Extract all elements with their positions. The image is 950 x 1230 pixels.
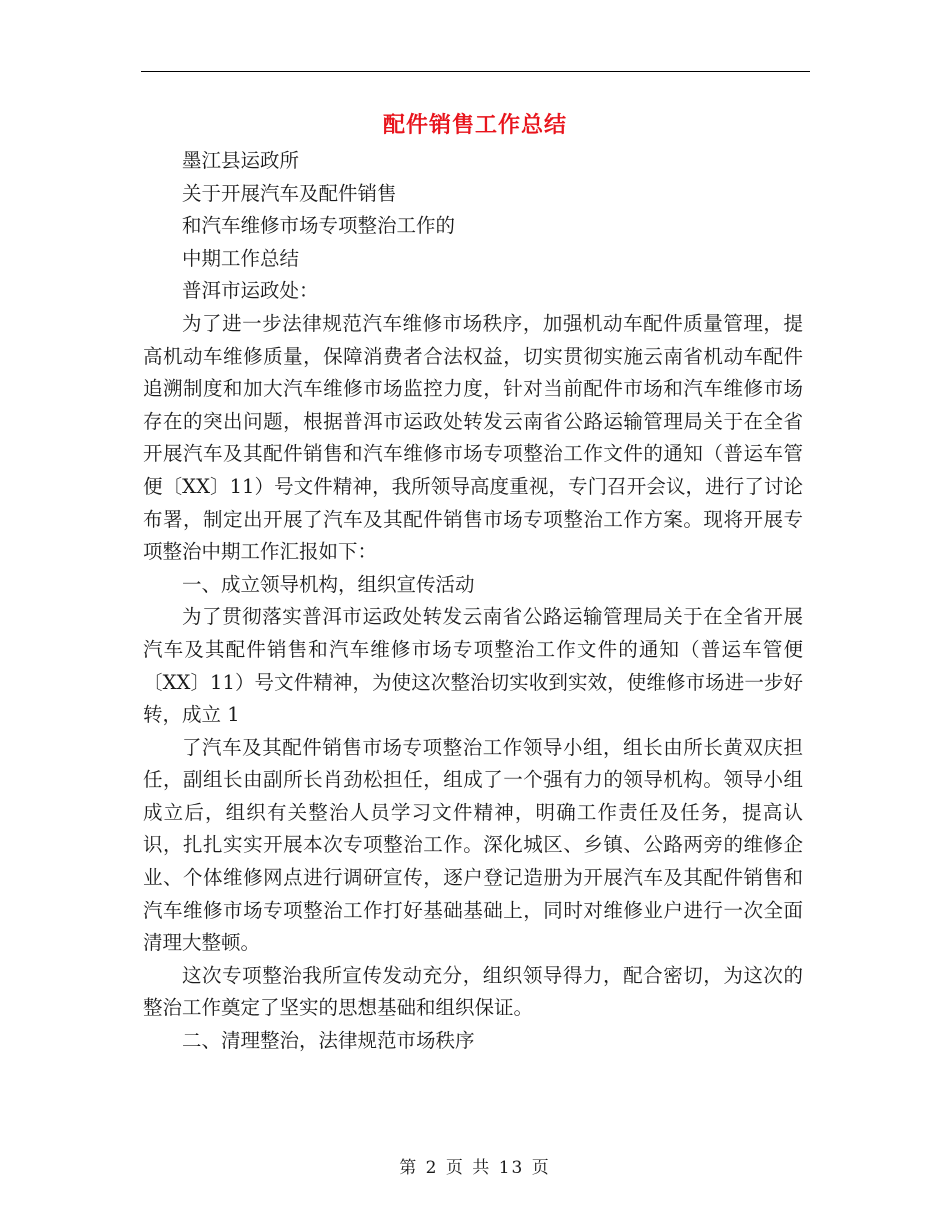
paragraph: 为了贯彻落实普洱市运政处转发云南省公路运输管理局关于在全省开展汽车及其配件销售和汽车维修市场专项整治工作文件的通知（普运车管便〔XX〕11）号文件精神，为使这次整治切实收到实效，使维修市场进一步好转，成立 1 — [143, 605, 803, 727]
paragraph: 中期工作总结 — [182, 246, 300, 270]
paragraph: 这次专项整治我所宣传发动充分，组织领导得力，配合密切，为这次的整治工作奠定了坚实的思想基础和组织保证。 — [143, 963, 803, 1020]
paragraph: 了汽车及其配件销售市场专项整治工作领导小组，组长由所长黄双庆担任，副组长由副所长肖劲松担任，组成了一个强有力的领导机构。领导小组成立后，组织有关整治人员学习文件精神，明确工作责任及任务，提高认识，扎扎实实开展本次专项整治工作。深化城区、乡镇、公路两旁的维修企业、个体维修网点进行调研宣传，逐户登记造册为开展汽车及其配件销售和汽车维修市场专项整治工作打好基础基础上，同时对维修业户进行一次全面清理大整顿。 — [143, 735, 803, 955]
paragraph: 普洱市运政处： — [182, 279, 319, 303]
paragraph: 墨江县运政所 — [182, 149, 300, 172]
paragraph: 为了进一步法律规范汽车维修市场秩序，加强机动车配件质量管理，提高机动车维修质量，保障消费者合法权益，切实贯彻实施云南省机动车配件追溯制度和加大汽车维修市场监控力度，针对当前配件市场和汽车维修市场存在的突出问题，根据普洱市运政处转发云南省公路运输管理局关于在全省开展汽车及其配件销售和汽车维修市场专项整治工作文件的通知（普运车管便〔XX〕11）号文件精神，我所领导高度重视，专门召开会议，进行了讨论布署，制定出开展了汽车及其配件销售市场专项整治工作方案。现将开展专项整治中期工作汇报如下： — [143, 311, 803, 564]
header-rule — [141, 71, 810, 72]
document-title: 配件销售工作总结 — [382, 112, 567, 138]
paragraph: 和汽车维修市场专项整治工作的 — [182, 214, 456, 238]
section-heading: 一、成立领导机构，组织宣传活动 — [182, 572, 475, 596]
document-body — [143, 145, 803, 1058]
section-heading: 二、清理整治，法律规范市场秩序 — [182, 1029, 475, 1053]
paragraph: 关于开展汽车及配件销售 — [182, 181, 397, 205]
page-footer: 第 2 页 共 13 页 — [399, 1158, 551, 1178]
